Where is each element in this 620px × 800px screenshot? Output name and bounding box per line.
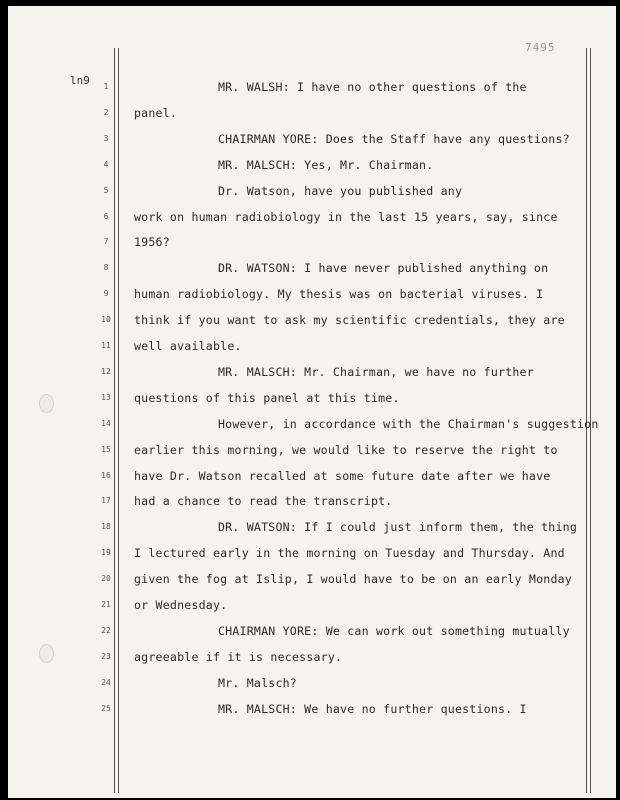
line-number: 17 (101, 496, 111, 506)
line-number: 10 (101, 315, 111, 325)
line-number: 20 (101, 574, 111, 584)
line-number: 13 (101, 392, 111, 402)
transcript-line: or Wednesday. (134, 598, 228, 612)
line-number: 18 (101, 522, 111, 532)
transcript-line: CHAIRMAN YORE: We can work out something mutually (218, 623, 570, 638)
transcript-line: human radiobiology. My thesis was on bacterial viruses. I (134, 287, 544, 302)
line-number: 14 (101, 418, 111, 428)
line-number: 11 (101, 341, 111, 350)
binder-hole (39, 394, 54, 413)
transcript-line: However, in accordance with the Chairman's suggestion (218, 416, 599, 431)
line-number: 22 (101, 625, 111, 635)
transcript-line: have Dr. Watson recalled at some future date after we have (134, 468, 551, 483)
transcript-line: MR. WALSH: I have no other questions of the (218, 80, 527, 94)
line-number: 7 (103, 237, 109, 247)
transcript-line: I lectured early in the morning on Tuesday and Thursday. And (134, 546, 565, 561)
transcript-line: MR. MALSCH: Mr. Chairman, we have no further (218, 364, 534, 379)
line-number: 16 (101, 470, 111, 480)
line-number: 15 (101, 444, 111, 454)
line-number: 19 (101, 548, 111, 558)
line-number: 6 (103, 211, 109, 221)
line-number: 25 (101, 703, 111, 713)
reporter-code: ln9 (70, 74, 90, 87)
transcript-line: Dr. Watson, have you published any (218, 183, 463, 198)
line-number: 9 (103, 289, 109, 299)
line-number: 1 (103, 82, 109, 91)
transcript-line: work on human radiobiology in the last 15 years, say, since (134, 209, 558, 224)
transcript-line: DR. WATSON: If I could just inform them, the thing (218, 520, 578, 535)
line-number: 2 (103, 107, 109, 117)
line-number: 23 (101, 651, 111, 661)
line-number: 3 (103, 133, 109, 143)
binder-hole (39, 644, 54, 663)
transcript-page (8, 6, 616, 798)
line-number: 8 (103, 263, 109, 273)
transcript-line: given the fog at Islip, I would have to be on an early Monday (134, 572, 572, 587)
transcript-line: panel. (134, 105, 178, 120)
transcript-line: had a chance to read the transcript. (134, 494, 393, 509)
left-margin-rule-inner (118, 48, 119, 793)
line-number: 4 (103, 159, 109, 169)
transcript-line: 1956? (134, 235, 170, 250)
line-number: 5 (103, 185, 109, 195)
line-number: 21 (101, 600, 111, 609)
page-number: 7495 (525, 41, 556, 54)
transcript-line: MR. MALSCH: We have no further questions. I (218, 701, 527, 716)
transcript-line: well available. (134, 339, 242, 353)
transcript-line: CHAIRMAN YORE: Does the Staff have any questions? (218, 131, 570, 146)
transcript-line: agreeable if it is necessary. (134, 649, 343, 664)
transcript-line: DR. WATSON: I have never published anything on (218, 261, 549, 276)
transcript-line: questions of this panel at this time. (134, 390, 400, 405)
line-number: 12 (101, 366, 111, 376)
transcript-line: MR. MALSCH: Yes, Mr. Chairman. (218, 157, 434, 172)
line-number: 24 (101, 677, 111, 687)
transcript-line: think if you want to ask my scientific credentials, they are (134, 313, 565, 328)
transcript-line: earlier this morning, we would like to reserve the right to (134, 442, 558, 457)
transcript-line: Mr. Malsch? (218, 675, 297, 690)
